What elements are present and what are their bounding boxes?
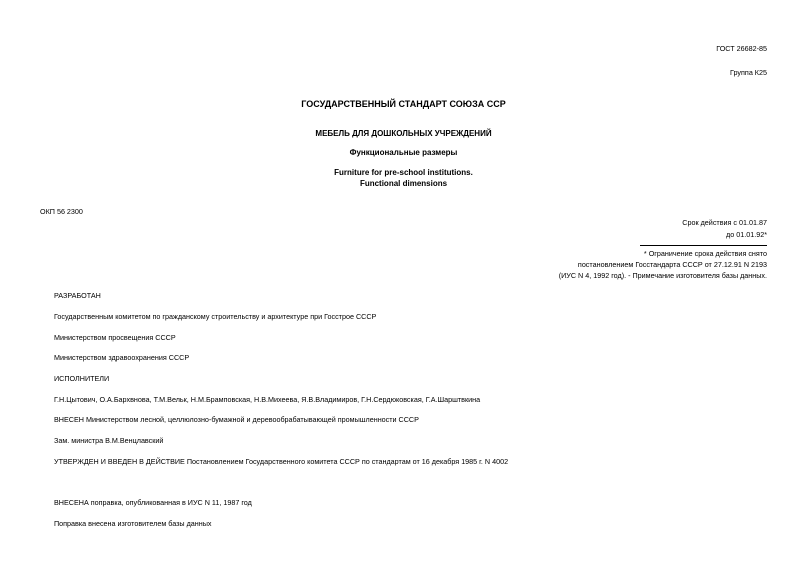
validity-from: Срок действия с 01.01.87 — [682, 218, 767, 227]
validity-to: до 01.01.92* — [726, 230, 767, 239]
amendment-statement: ВНЕСЕНА поправка, опубликованная в ИУС N 11, 1987 год — [54, 498, 252, 507]
document-title-en-line2: Functional dimensions — [359, 179, 448, 188]
deputy-minister: Зам. министра В.М.Венцлавский — [54, 436, 164, 445]
footnote-line3: (ИУС N 4, 1992 год). - Примечание изготовителя базы данных. — [558, 271, 767, 280]
developer-3: Министерством здравоохранения СССР — [54, 353, 190, 362]
executors-label: ИСПОЛНИТЕЛИ — [54, 374, 110, 383]
footnote-divider — [640, 245, 767, 246]
document-title-ru: МЕБЕЛЬ ДЛЯ ДОШКОЛЬНЫХ УЧРЕЖДЕНИЙ — [315, 129, 492, 138]
developer-1: Государственным комитетом по гражданскому строительству и архитектуре при Госстрое СССР — [54, 312, 377, 321]
introduced-by: ВНЕСЕН Министерством лесной, целлюлозно-бумажной и деревообрабатывающей промышленности СССР — [54, 415, 419, 424]
okp-code: ОКП 56 2300 — [40, 207, 83, 216]
developed-label: РАЗРАБОТАН — [54, 291, 101, 300]
group-code: Группа К25 — [730, 68, 767, 77]
developer-2: Министерством просвещения СССР — [54, 333, 176, 342]
standard-title: ГОСУДАРСТВЕННЫЙ СТАНДАРТ СОЮЗА ССР — [301, 99, 506, 109]
document-title-en-line1: Furniture for pre-school institutions. — [334, 168, 473, 177]
document-subtitle-ru: Функциональные размеры — [349, 148, 458, 157]
footnote-line1: * Ограничение срока действия снято — [643, 249, 767, 258]
gost-number: ГОСТ 26682-85 — [716, 44, 767, 53]
footnote-line2: постановлением Госстандарта СССР от 27.12.91 N 2193 — [577, 260, 767, 269]
executors-list: Г.Н.Цытович, О.А.Бархвнова, Т.М.Вельк, Н.М.Брамповская, Н.В.Михеева, Я.В.Владимиров, Г.Н.Сердюковская, Г.А.Шарштвкина — [54, 395, 481, 404]
approved-statement: УТВЕРЖДЕН И ВВЕДЕН В ДЕЙСТВИЕ Постановлением Государственного комитета СССР по стандартам от 16 декабря 1985 г. N 4002 — [54, 457, 509, 466]
amendment-note: Поправка внесена изготовителем базы данных — [54, 519, 212, 528]
